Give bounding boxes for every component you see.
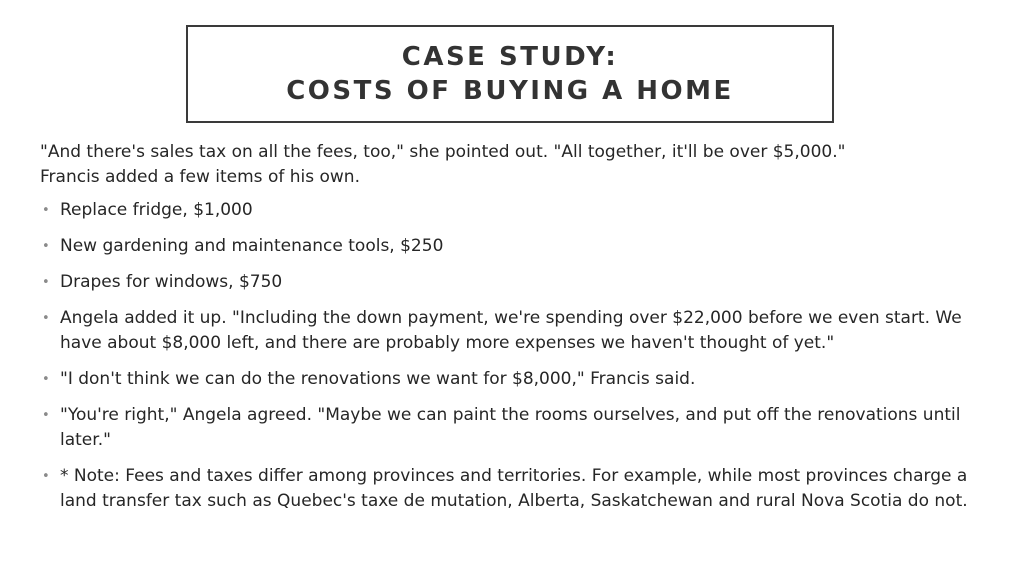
slide-body	[40, 140, 990, 525]
bullet-text: Drapes for windows, $750	[60, 272, 283, 292]
intro-line-1: "And there's sales tax on all the fees, too," she pointed out. "All together, it'll be over $5,000."	[40, 142, 846, 162]
bullet-item-drapes	[40, 270, 990, 295]
bullet-dot-icon: •	[42, 311, 50, 326]
bullet-dot-icon: •	[42, 239, 50, 254]
bullet-item-francis-renovations	[40, 367, 990, 392]
bullet-item-tools	[40, 234, 990, 259]
bullet-item-angela-agreed	[40, 403, 990, 453]
intro-line-2: Francis added a few items of his own.	[40, 167, 360, 187]
bullet-dot-icon: •	[42, 372, 50, 387]
intro-paragraph	[40, 140, 990, 190]
slide-title-line-1: CASE STUDY:	[401, 42, 619, 72]
bullet-text: * Note: Fees and taxes differ among provinces and territories. For example, while most provinces charge a land transfer tax such as Quebec's taxe de mutation, Alberta, Saskatchewan and rural Nova Scotia do not.	[60, 466, 968, 511]
slide-title-line-2: COSTS OF BUYING A HOME	[286, 76, 734, 106]
bullet-text: Replace fridge, $1,000	[60, 200, 253, 220]
bullet-item-note	[40, 464, 990, 514]
bullet-item-angela-total	[40, 306, 990, 356]
bullet-text: "You're right," Angela agreed. "Maybe we can paint the rooms ourselves, and put off the renovations until later."	[60, 405, 961, 450]
bullet-item-fridge	[40, 198, 990, 223]
bullet-dot-icon: •	[42, 275, 50, 290]
bullet-list	[40, 198, 990, 514]
bullet-dot-icon: •	[42, 203, 50, 218]
bullet-text: New gardening and maintenance tools, $250	[60, 236, 444, 256]
slide-title-box	[186, 25, 834, 123]
bullet-text: Angela added it up. "Including the down payment, we're spending over $22,000 before we even start. We have about $8,000 left, and there are probably more expenses we haven't thought of yet."	[60, 308, 962, 353]
bullet-dot-icon: •	[42, 469, 50, 484]
bullet-text: "I don't think we can do the renovations we want for $8,000," Francis said.	[60, 369, 696, 389]
bullet-dot-icon: •	[42, 408, 50, 423]
